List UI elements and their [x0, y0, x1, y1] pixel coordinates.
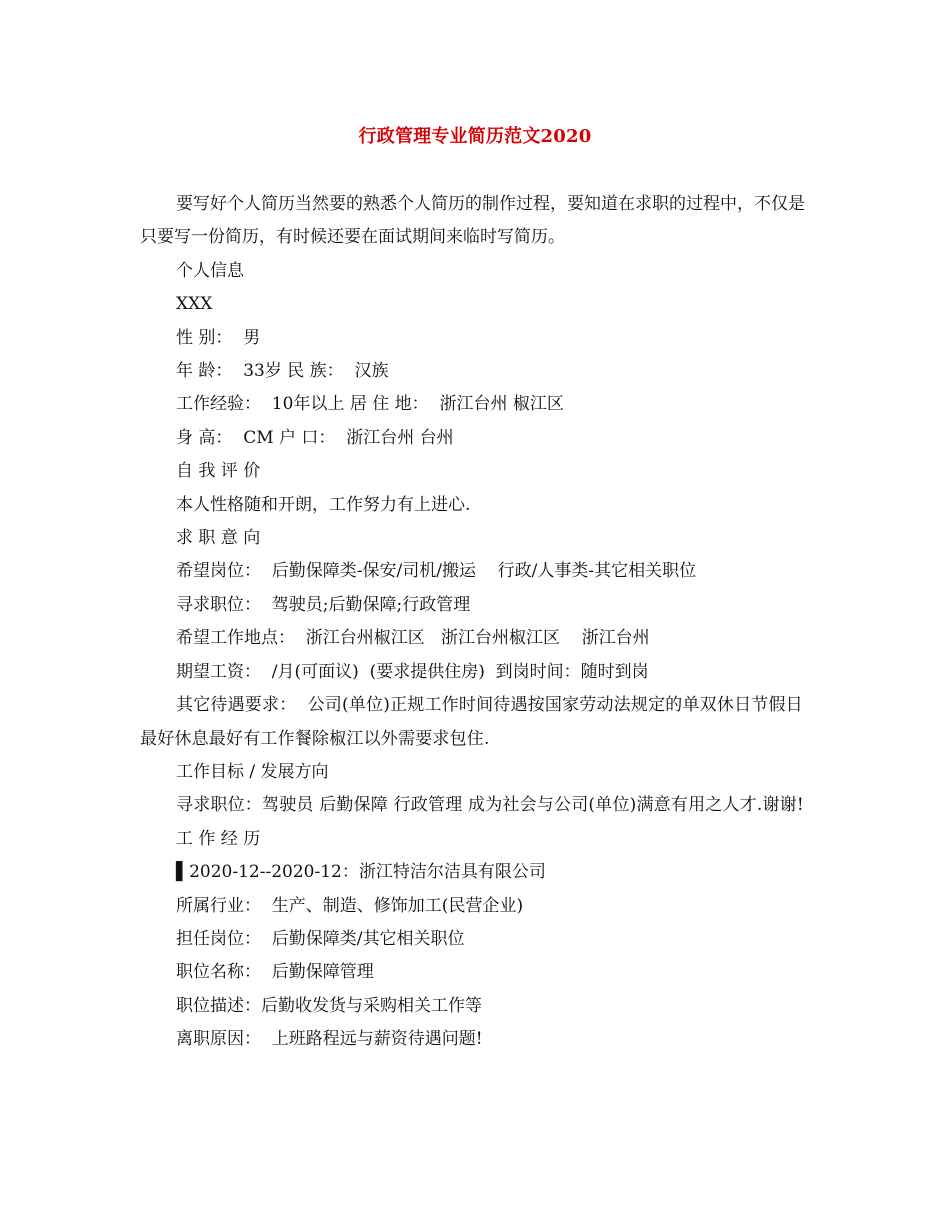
section-heading-goals: 工作目标 / 发展方向: [176, 761, 329, 782]
job-description-line: 职位描述：后勤收发货与采购相关工作等: [176, 995, 482, 1016]
height-hukou-line: 身 高： CM 户 口： 浙江台州 台州: [176, 427, 454, 448]
gender-line: 性 别： 男: [176, 327, 261, 348]
role-category-line: 担任岗位： 后勤保障类/其它相关职位: [176, 928, 465, 949]
desired-location-line: 希望工作地点： 浙江台州椒江区 浙江台州椒江区 浙江台州: [176, 628, 650, 649]
leave-reason-line: 离职原因： 上班路程远与薪资待遇问题!: [176, 1029, 483, 1050]
intro-paragraph: 要写好个人简历当然要的熟悉个人简历的制作过程，要知道在求职的过程中，不仅是只要写一份简历，有时候还要在面试期间来临时写简历。: [140, 194, 805, 248]
section-heading-self-evaluation: 自 我 评 价: [176, 461, 261, 482]
desired-position-line: 希望岗位： 后勤保障类-保安/司机/搬运 行政/人事类-其它相关职位: [176, 561, 697, 582]
section-heading-personal-info: 个人信息: [176, 260, 244, 281]
document-title: 行政管理专业简历范文2020: [358, 126, 592, 147]
job-entry-heading: ▌2020-12--2020-12：浙江特洁尔洁具有限公司: [176, 862, 546, 883]
other-benefits-paragraph: 其它待遇要求： 公司(单位)正规工作时间待遇按国家劳动法规定的单双休日节假日最好休息最好有工作餐除椒江以外需要求包住.: [140, 695, 803, 749]
section-heading-work-history: 工 作 经 历: [176, 828, 261, 849]
self-evaluation-text: 本人性格随和开朗，工作努力有上进心.: [176, 494, 471, 515]
experience-residence-line: 工作经验： 10年以上 居 住 地： 浙江台州 椒江区: [176, 394, 564, 415]
name-line: XXX: [176, 294, 213, 315]
sought-position-line: 寻求职位： 驾驶员;后勤保障;行政管理: [176, 594, 471, 615]
career-goal-paragraph: 寻求职位：驾驶员 后勤保障 行政管理 成为社会与公司(单位)满意有用之人才.谢谢!: [176, 795, 804, 816]
job-title-line: 职位名称： 后勤保障管理: [176, 962, 374, 983]
expected-salary-line: 期望工资： /月(可面议) (要求提供住房) 到岗时间：随时到岗: [176, 661, 649, 682]
industry-line: 所属行业： 生产、制造、修饰加工(民营企业): [176, 895, 524, 916]
document-body: [140, 188, 820, 1057]
section-heading-job-intent: 求 职 意 向: [176, 528, 261, 549]
age-ethnicity-line: 年 龄： 33岁 民 族： 汉族: [176, 361, 389, 382]
